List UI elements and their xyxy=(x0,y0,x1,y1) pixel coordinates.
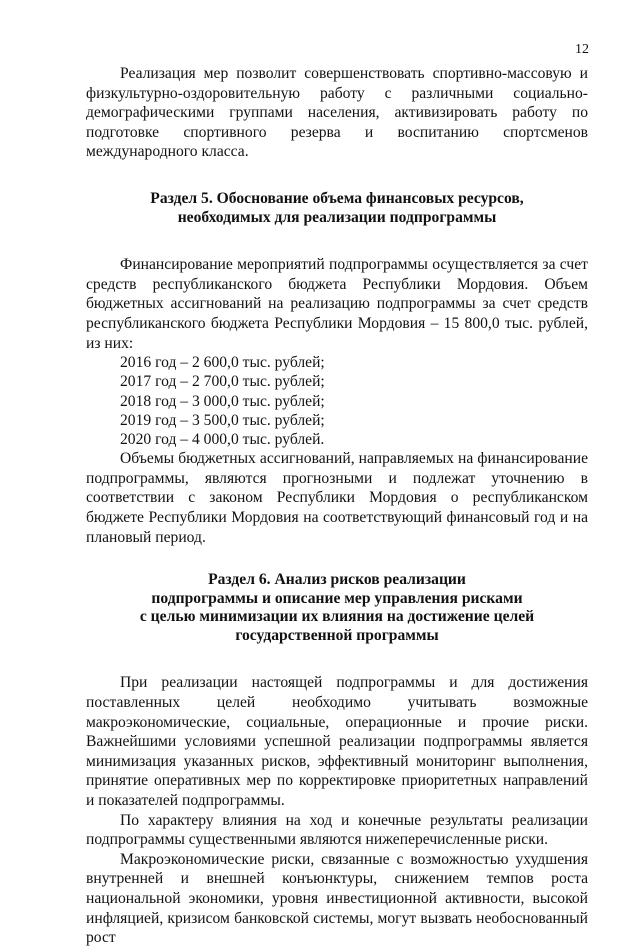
section-6-paragraph-3: Макроэкономические риски, связанные с возможностью ухудшения внутренней и внешней конъюнктуры, снижением темпов роста национальной экономики, уровня инвестиционной активности, высокой инфляцией, кризисом банковской системы, могут вызвать необоснованный рост xyxy=(86,850,588,947)
funding-year-item: 2019 год – 3 500,0 тыс. рублей; xyxy=(120,411,325,429)
section-5-title-line-1: Раздел 5. Обоснование объема финансовых ресурсов, xyxy=(150,189,524,207)
funding-year-item: 2017 год – 2 700,0 тыс. рублей; xyxy=(120,373,325,391)
section-6-title-line-3: с целью минимизации их влияния на достижение целей xyxy=(139,608,535,626)
section-5-paragraph-1: Финансирование мероприятий подпрограммы осуществляется за счет средств республиканского бюджета Республики Мордовия. Объем бюджетных ассигнований на реализацию подпрограммы за счет средств республиканского бюджета Республики Мордовия – 15 800,0 тыс. рублей, из них: xyxy=(86,256,588,352)
section-6-heading xyxy=(86,571,588,645)
funding-by-year-list xyxy=(86,353,588,449)
funding-year-item: 2016 год – 2 600,0 тыс. рублей; xyxy=(120,354,325,372)
section-6-title-line-1: Раздел 6. Анализ рисков реализации xyxy=(208,571,466,589)
page-number: 12 xyxy=(575,42,589,57)
section-5-paragraph-2: Объемы бюджетных ассигнований, направляемых на финансирование подпрограммы, являются прогнозными и подлежат уточнению в соответствии с законом Республики Мордовия о республиканском бюджете Республики Мордовия на соответствующий финансовый год и на плановый период. xyxy=(86,450,588,546)
section-6-title-line-2: подпрограммы и описание мер управления рисками xyxy=(151,589,523,607)
funding-year-item: 2020 год – 4 000,0 тыс. рублей. xyxy=(120,430,325,448)
page-content xyxy=(86,64,588,948)
section-5-heading xyxy=(86,190,588,227)
section-6-title-line-4: государственной программы xyxy=(235,626,439,644)
funding-year-item: 2018 год – 3 000,0 тыс. рублей; xyxy=(120,392,325,410)
section-5-title-line-2: необходимых для реализации подпрограммы xyxy=(177,208,497,226)
section-6-paragraph-1: При реализации настоящей подпрограммы и для достижения поставленных целей необходимо учитывать возможные макроэкономические, социальные, операционные и прочие риски. Важнейшими условиями успешной реализации подпрограммы является минимизация указанных рисков, эффективный мониторинг выполнения, принятие оперативных мер по корректировке приоритетных направлений и показателей подпрограммы. xyxy=(86,674,588,810)
intro-paragraph: Реализация мер позволит совершенствовать спортивно-массовую и физкультурно-оздоровительную работу с различными социально-демографическими группами населения, активизировать работу по подготовке спортивного резерва и воспитанию спортсменов международного класса. xyxy=(86,65,588,161)
section-6-paragraph-2: По характеру влияния на ход и конечные результаты реализации подпрограммы существенными являются нижеперечисленные риски. xyxy=(86,811,588,849)
